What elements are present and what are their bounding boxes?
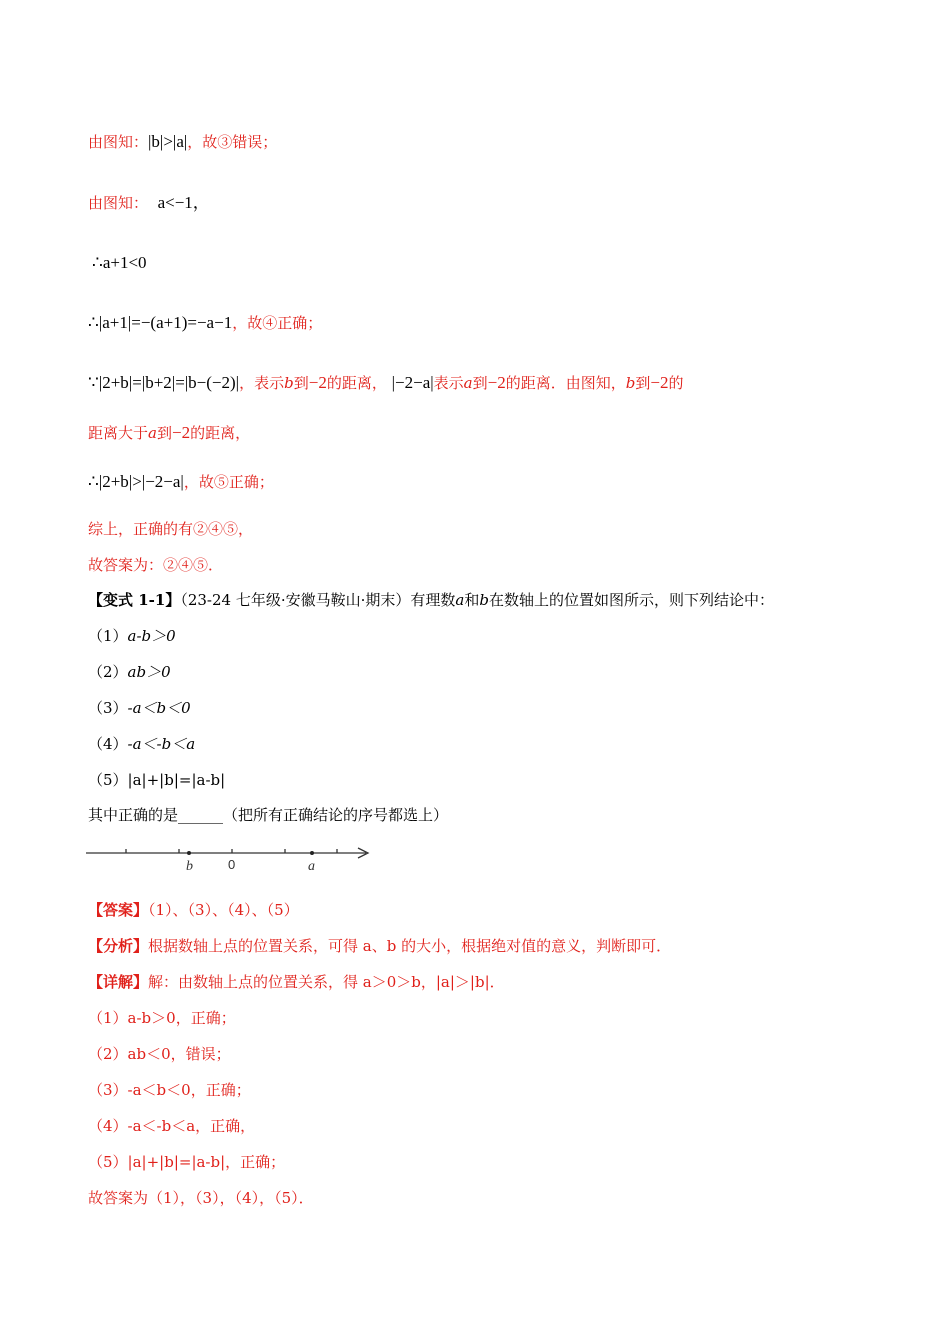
var-a: a: [148, 424, 157, 442]
sol-line-2: [88, 193, 210, 213]
solution-step-3: （3）-a＜b＜0，正确；: [88, 1081, 251, 1099]
problem-option-1: [88, 626, 176, 646]
var-b: b: [479, 591, 489, 609]
option-text: -a＜-b＜a: [127, 735, 196, 753]
sol-line-4-math: ∴|a+1|=−(a+1)=−a−1: [88, 313, 233, 332]
sol-line-2-math: a<−1，: [157, 193, 210, 212]
sol-line-3: [92, 253, 147, 273]
sol-line-5-math-a: ∵|2+b|=|b+2|=|b−(−2)|: [88, 373, 240, 392]
point-b: [187, 851, 191, 855]
problem-question: [88, 805, 448, 825]
answer-text: （1）、（3）、（4）、（5）: [148, 901, 299, 919]
sol-line-6-num: −2: [171, 423, 191, 442]
number-line-figure: [86, 838, 376, 878]
var-a: a: [455, 591, 465, 609]
sol-line-1-math: |b|>|a|: [148, 132, 188, 151]
label-a: a: [308, 859, 315, 874]
option-number: （5）: [88, 771, 128, 789]
sol-line-2-prefix: 由图知：: [88, 194, 149, 212]
sol-line-5-text: 的: [668, 374, 684, 392]
problem-stem-text: 和: [464, 591, 480, 609]
problem-stem: [88, 590, 774, 610]
problem-option-3: [88, 698, 191, 718]
detail-line: [88, 972, 505, 992]
sol-line-1-suffix: ，故③错误；: [187, 133, 278, 151]
sol-summary: 综上，正确的有②④⑤，: [88, 520, 254, 538]
sol-line-6-text: 距离大于: [88, 424, 149, 442]
option-number: （1）: [88, 627, 128, 645]
detail-text: 解：由数轴上点的位置关系，得 a＞0＞b，|a|＞|b|．: [148, 973, 505, 991]
var-b: b: [625, 374, 636, 392]
option-number: （3）: [88, 699, 128, 717]
analysis-text: 根据数轴上点的位置关系，可得 a、b 的大小，根据绝对值的意义，判断即可．: [148, 937, 672, 955]
var-a: a: [463, 374, 473, 392]
sol-line-5-text: 的距离，: [326, 374, 387, 392]
sol-line-4: [88, 313, 322, 333]
sol-line-3-math: ∴a+1<0: [92, 253, 147, 272]
question-text: 其中正确的是: [88, 806, 179, 824]
sol-line-5-text: 表示: [433, 374, 464, 392]
sol-answer: 故答案为：②④⑤．: [88, 556, 224, 574]
problem-tag: 【变式 1-1】: [88, 591, 181, 609]
sol-line-5-text: ，表示: [239, 374, 285, 392]
point-a: [310, 851, 314, 855]
option-text: ab＞0: [127, 663, 171, 681]
var-b: b: [284, 374, 294, 392]
detail-tag: 【详解】: [88, 973, 149, 991]
sol-line-6-text: 的距离，: [190, 424, 251, 442]
sol-line-5-text: 的距离．由图知，: [505, 374, 626, 392]
problem-option-4: [88, 734, 195, 754]
sol-line-5: [88, 373, 683, 393]
solution-step-4: （4）-a＜-b＜a，正确，: [88, 1117, 256, 1135]
option-number: （4）: [88, 735, 128, 753]
solution-step-5: （5）|a|+|b|=|a-b|，正确；: [88, 1153, 286, 1171]
problem-stem-text: 在数轴上的位置如图所示，则下列结论中：: [488, 591, 774, 609]
answer-blank: ______: [178, 806, 224, 824]
option-number: （2）: [88, 663, 128, 681]
solution-step-2: （2）ab＜0，错误；: [88, 1045, 231, 1063]
sol-line-7-suffix: ，故⑤正确；: [183, 473, 274, 491]
label-zero: 0: [228, 857, 236, 872]
answer-tag: 【答案】: [88, 901, 149, 919]
option-text: a-b＞0: [127, 627, 176, 645]
sol-line-6-text: 到: [156, 424, 172, 442]
sol-line-4-suffix: ，故④正确；: [232, 314, 323, 332]
label-b: b: [186, 859, 193, 874]
analysis-tag: 【分析】: [88, 937, 149, 955]
problem-option-2: [88, 662, 171, 682]
option-text: -a＜b＜0: [127, 699, 191, 717]
problem-source: （23-24 七年级·安徽马鞍山·期末）: [180, 591, 411, 609]
sol-line-5-text: 到: [472, 374, 488, 392]
problem-option-5: [88, 770, 225, 790]
sol-line-7-math: ∴|2+b|>|−2−a|: [88, 472, 184, 491]
sol-line-5-text: 到: [635, 374, 651, 392]
sol-line-5-math-b: |−2−a|: [391, 373, 434, 392]
solution-step-1: （1）a-b＞0，正确；: [88, 1009, 236, 1027]
analysis-line: [88, 936, 671, 956]
solution-final: 故答案为（1），（3），（4），（5）．: [88, 1189, 314, 1207]
sol-line-5-num: −2: [650, 373, 669, 392]
sol-line-7: [88, 472, 274, 492]
problem-stem-text: 有理数: [410, 591, 456, 609]
answer-line: [88, 900, 299, 920]
sol-line-5-num: −2: [308, 373, 327, 392]
option-text: |a|+|b|=|a-b|: [127, 771, 226, 789]
question-text: （把所有正确结论的序号都选上）: [223, 806, 449, 824]
sol-line-1-prefix: 由图知：: [88, 133, 149, 151]
sol-line-5-num: −2: [487, 373, 506, 392]
sol-line-6: [88, 423, 250, 443]
sol-line-1: [88, 132, 277, 152]
sol-line-5-text: 到: [293, 374, 309, 392]
